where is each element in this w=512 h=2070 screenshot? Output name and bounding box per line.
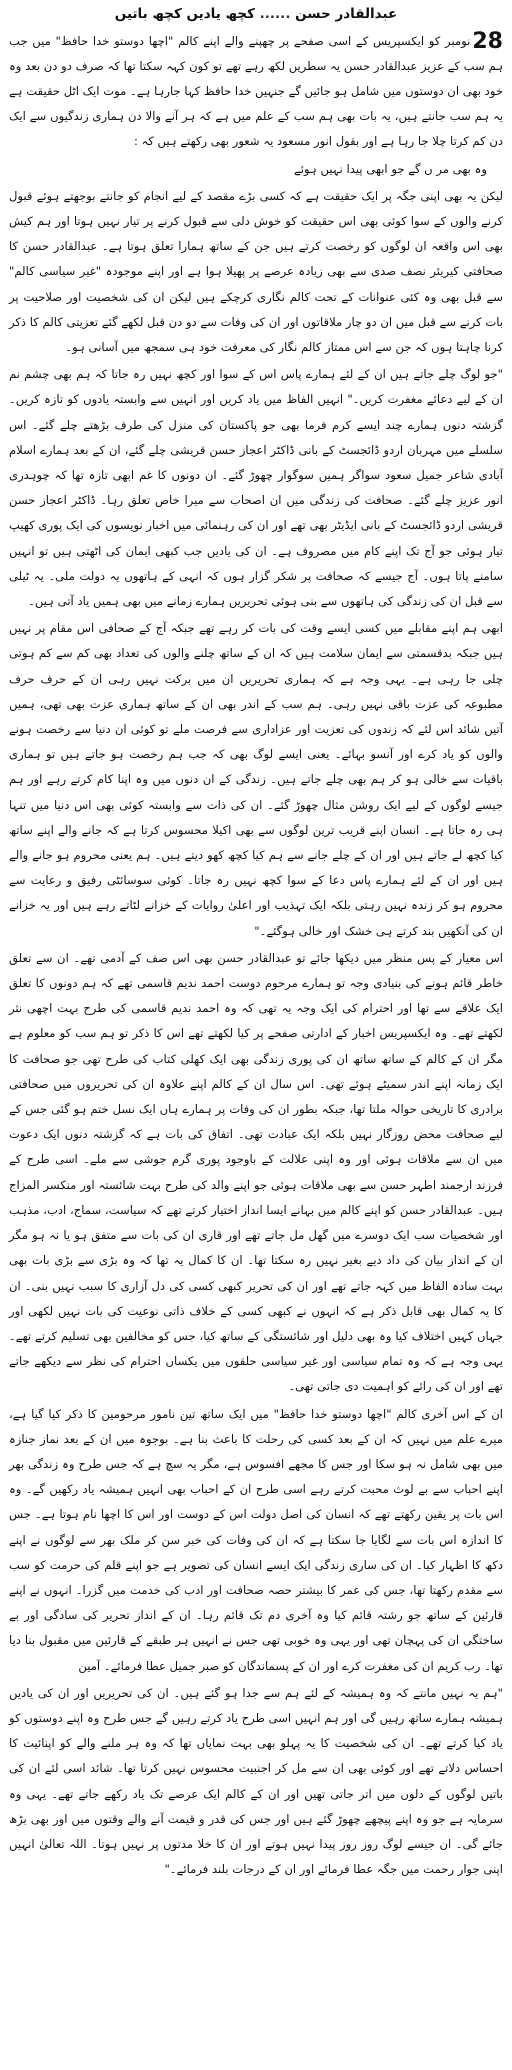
paragraph-3: لیکن یہ بھی اپنی جگہ پر ایک حقیقت ہے کہ کسی بڑے مقصد کے لیے انجام کو جانتے بوجھتے ہوئے قبول کرنے والوں کے سوا کوئی بھی اس حقیقت کو خوش دلی سے قبول کرنے پر تیار نہیں ہوتا اور ہم کیش بھی اس واقعہ ان لوگوں کو رخصت کرتے ہیں جن کے ساتھ ہمارا تعلق ہوتا ہے۔ عبدالقادر حسن کا صحافتی کیریئر نصف صدی سے بھی زیادہ عرصے پر پھیلا ہوا ہے اور اپنے موجودہ "غیر سیاسی کالم" سے قبل بھی وہ کئی عنوانات کے تحت کالم نگاری کرچکے ہیں لیکن ان کی شخصیت اور صلاحیت پر بات کرنے سے قبل میں ان دو چار ملاقاتوں اور ان کی وفات سے دو دن قبل لکھے گئے تعزیتی کالم کا ذکر کرنا چاہتا ہوں کہ جن سے اس ممتاز کالم نگار کی معرفت خود ہی سمجھ میں آسانی ہو۔	[9, 188, 503, 354]
article-body	[9, 29, 503, 1883]
headline-subtitle: کچھ یادیں کچھ باتیں	[114, 6, 255, 22]
paragraph-5: ابھی ہم اپنے مقابلے میں کسی ایسے وقت کی بات کر رہے تھے جبکہ آج کے صحافی اس مقام پر نہیں ہیں جبکہ بدقسمتی سے ایمان سلامت ہیں کہ ان کے ساتھ چلنے والوں کی تعداد بھی کم سے کم ہوتی چلی جا رہی ہے۔ یہی وجہ ہے کہ ہماری تحریریں ان میں برکت نہیں رہی ان کے حرف حرف مطبوعہ کی عزت باقی نہیں رہی۔ ہم سب کے اندر بھی ان کے ساتھ ہماری عزت بھی تھی، ہمیں آتیں شائد اس لئے کہ زندوں کی تعزیت اور عزاداری سے فرصت ملے تو کوئی ان دنیا سے رخصت ہونے والوں کو یاد کرے اور آنسو بہائے۔ یعنی ایسے لوگ بھی کہ جب ہم رخصت ہو جاتے ہیں تو ہماری باقیات سے خالی ہو کر ہم بھی چلے جاتے ہیں۔ زندگی کے ان دنوں میں وہ اپنا کام کرتے رہے اور ہم جیسے لوگوں کے لیے ایک روشن مثال چھوڑ گئے۔ ان کی ذات سے وابستہ کوئی بھی اس دنیا میں تنہا ہی رہ جاتا ہے۔ انسان اپنے قریب ترین لوگوں سے بھی اکیلا محسوس کرتا ہے کہ جانے والے اپنے ساتھ کیا کچھ لے جاتے ہیں اور ان کے چلے جانے سے ہم کیا کچھ کھو دیتے ہیں۔ ہم یعنی محروم ہو جانے والے ہیں اور ان کے لئے ہمارے پاس دعا کے سوا کچھ نہیں رہ جاتا۔ کوئی سوسائٹی رفیق و رعایت سے محروم ہو کر زندہ نہیں رہتی بلکہ ایک تہذیب اور اعلیٰ روایات کے خزانے لٹاتے رہے ہیں اور یہ خزانے ان کی آنکھیں بند کرتے ہی خشک اور خالی ہوگئے۔"	[9, 621, 503, 938]
paragraph-1-text: نومبر کو ایکسپریس کے اسی صفحے پر چھپنے والے اپنے کالم "اچھا دوستو خدا حافظ" میں جب ہم سب کے عزیز عبدالقادر حسن یہ سطریں لکھ رہے تھے تو کون کہہ سکتا تھا کہ صرف دو دن بعد وہ خود بھی ان دوستوں میں شامل ہو جائیں گے جنہیں خدا حافظ کہا جارہا ہے۔ موت ایک اٹل حقیقت ہے یہ ہم سب جانتے ہیں، یہ بات بھی ہم سب کے علم میں ہے کہ ہر آنے والا دن ہماری زندگیوں سے ایک دن کم کرتا چلا جا رہا ہے اور بقول انور مسعود یہ شعور بھی رکھتے ہیں کہ :	[9, 33, 503, 149]
headline-author: عبدالقادر حسن	[295, 6, 398, 22]
paragraph-6: اس معیار کے پس منظر میں دیکھا جائے تو عبدالقادر حسن بھی اس صف کے آدمی تھے۔ ان سے تعلق خاطر قائم ہونے کی بنیادی وجہ تو ہمارے مرحوم دوست احمد ندیم قاسمی تھے کہ ہم دونوں کا تعلق ایک علاقے سے تھا اور احترام کی ایک وجہ یہ تھی کہ وہ احمد ندیم قاسمی کی طرح بہت اچھی نثر لکھتے تھے۔ وہ ایکسپریس اخبار کے ادارتی صفحے پر کیا لکھتے تھے اس کا ذکر تو ہم سب کو معلوم ہے مگر ان کے کالم کے ساتھ ساتھ ان کی پوری زندگی بھی ایک کھلی کتاب کی طرح تھی جو صحافت کا ایک زمانہ اپنے اندر سمیٹے ہوئے تھی۔ اس سال ان کے کالم اپنے علاوہ ان کی تحریروں میں صحافتی برادری کا تاریخی حوالہ ملتا تھا، جبکہ بطور ان کی وفات پر ہمارے ہاں ایک نسل ختم ہو گئی جس کے لیے صحافت محض روزگار نہیں بلکہ ایک عبادت تھی۔ اتفاق کی بات ہے کہ گزشتہ دنوں ایک دعوت میں ان سے ملاقات ہوئی اور وہ اپنی علالت کے باوجود پوری گرم جوشی سے ملے۔ اسی طرح کے فرزند ارجمند اطہر حسن سے بھی ملاقات ہوئی جو اپنے والد کی طرح بہت شائستہ اور منکسر المزاج ہیں۔ عبدالقادر حسن کو اپنے کالم میں بہانے ایسا انداز اختیار کرتے تھے کہ سیاست، سماج، ادب، مذہب اور شخصیات سب ایک دوسرے میں گھل مل جاتے تھے اور قاری ان کی بات سے متفق ہو یا نہ ہو مگر ان کے انداز بیان کی داد دیے بغیر نہیں رہ سکتا تھا۔ ان کا کمال یہ تھا کہ وہ بڑی سے بڑی بات بھی بہت سادہ الفاظ میں کہہ جاتے تھے اور ان کی تحریر کبھی کسی کی دل آزاری کا سبب نہیں بنی۔ ان کا یہ کمال بھی قابل ذکر ہے کہ انہوں نے کبھی کسی کے خلاف ذاتی نوعیت کی بات نہیں لکھی اور جہاں کہیں اختلاف کیا وہ بھی دلیل اور شائستگی کے ساتھ کیا، جس کو مخالفین بھی تسلیم کرتے تھے۔ یہی وجہ ہے کہ وہ تمام سیاسی اور غیر سیاسی حلقوں میں یکساں احترام کی نظر سے دیکھے جاتے تھے اور ان کی رائے کو اہمیت دی جاتی تھی۔	[9, 950, 503, 1394]
article-headline	[9, 6, 503, 24]
paragraph-4: "جو لوگ چلے جاتے ہیں ان کے لئے ہمارے پاس اس کے سوا اور کچھ نہیں رہ جاتا کہ ہم بھی چشم نم ان کے لیے دعائے مغفرت کریں۔" انہیں الفاظ میں یاد کریں اور انہیں سے وابستہ یادوں کو تازہ کریں۔ گزشتہ دنوں ہمارے چند ایسے کرم فرما بھی جو پاکستان کی منزل کی طرف بڑھتے چلے گئے۔ اس سلسلے میں مہربان اردو ڈائجسٹ کے بانی ڈاکٹر اعجاز حسن قریشی چلے گئے، ان کے بعد ہمارے اسلام آبادی شاعر جمیل سعود سواگر ہمیں سوگوار چھوڑ گئے۔ ان دونوں کا غم ابھی تازہ تھا کہ چوہدری انور عزیز چلے گئے۔ صحافت کی زندگی میں ان اصحاب سے میرا خاص تعلق رہا۔ ڈاکٹر اعجاز حسن قریشی اردو ڈائجسٹ کے بانی ایڈیٹر بھی تھے اور ان کی رہنمائی میں اخبار نویسوں کی ایک پوری کھیپ تیار ہوئی جو آج تک اپنے کام میں مصروف ہے۔ ان کی یادیں جب کبھی ایمان کی اٹھتی ہیں تو انہیں سامنے پاتا ہوں۔ آج جیسے کہ صحافت پر شکر گزار ہوں کہ انہی کے ہاتھوں یہ دولت ملی۔ یہ ٹیلی سے قبل ان کی زندگی کی ہاتھوں سے بنی ہوئی تحریریں ہمارے زمانے میں بھی ہمیں یاد آتی ہیں۔	[9, 367, 503, 609]
verse-line: وہ بھی مر ں گے جو ابھی پیدا نہیں ہوئے	[293, 161, 487, 176]
paragraph-7: ان کے اس آخری کالم "اچھا دوستو خدا حافظ" میں ایک ساتھ تین نامور مرحومین کا ذکر کیا گیا ہے، میرے علم میں نہیں کہ ان کے بعد کسی کی رحلت کا باعث بنا ہے۔ بوجوہ میں ان کے بعد نماز جنازہ میں بھی شامل نہ ہو سکا اور جس کا مجھے افسوس ہے، مگر یہ سچ ہے کہ جس طرح وہ زندگی بھر اپنے احباب سے بے لوث محبت کرتے رہے اسی طرح ان کے احباب بھی انہیں ہمیشہ یاد رکھیں گے۔ وہ اس بات پر یقین رکھتے تھے کہ انسان کی اصل دولت اس کے دوست اور اس کا اچھا نام ہوتا ہے۔ جس کا اندازہ اس بات سے لگایا جا سکتا ہے کہ ان کی وفات کی خبر سن کر ملک بھر سے لوگوں نے اپنے دکھ کا اظہار کیا۔ ان کی ساری زندگی ایک ایسے انسان کی تصویر ہے جو اپنے قلم کی حرمت کو سب سے مقدم رکھتا تھا، جس کی عمر کا بیشتر حصہ صحافت اور ادب کی خدمت میں گزرا۔ انہوں نے اپنے قارئین کے ساتھ جو رشتہ قائم کیا وہ آخری دم تک قائم رہا۔ ان کے انداز تحریر کی سادگی اور بے ساختگی ان کی پہچان تھی اور یہی وہ خوبی تھی جس نے انہیں ہر طبقے کے قارئین میں مقبول بنا دیا تھا۔ رب کریم ان کی مغفرت کرے اور ان کے پسماندگان کو صبر جمیل عطا فرمائے۔ آمین	[9, 1406, 503, 1673]
dropcap-number: 28	[472, 28, 503, 54]
headline-separator: ......	[259, 6, 291, 22]
paragraph-1	[9, 29, 503, 155]
paragraph-8: "ہم یہ نہیں مانتے کہ وہ ہمیشہ کے لئے ہم سے جدا ہو گئے ہیں۔ ان کی تحریریں اور ان کی یادیں ہمیشہ ہمارے ساتھ رہیں گی اور ہم انہیں اسی طرح یاد کرتے رہیں گے جس طرح وہ اپنے دوستوں کو یاد کیا کرتے تھے۔ ان کی شخصیت کا یہ پہلو بھی بہت نمایاں تھا کہ وہ ہر ملنے والے کو اپنائیت کا احساس دلاتے تھے اور کوئی بھی ان سے مل کر اجنبیت محسوس نہیں کرتا تھا۔ شائد اسی لئے ان کی باتیں لوگوں کے دلوں میں اتر جاتی تھیں اور ان کے کالم ایک عرصے تک یاد رکھے جاتے تھے۔ یہی وہ سرمایہ ہے جو وہ اپنے پیچھے چھوڑ گئے ہیں اور جس کی قدر و قیمت آنے والے وقتوں میں اور بھی بڑھ جائے گی۔ ان جیسے لوگ روز روز پیدا نہیں ہوتے اور ان کا خلا مدتوں پر نہیں ہوتا۔ اللہ تعالیٰ انہیں اپنی جوار رحمت میں جگہ عطا فرمائے اور ان کے درجات بلند فرمائے۔"	[9, 1685, 503, 1877]
